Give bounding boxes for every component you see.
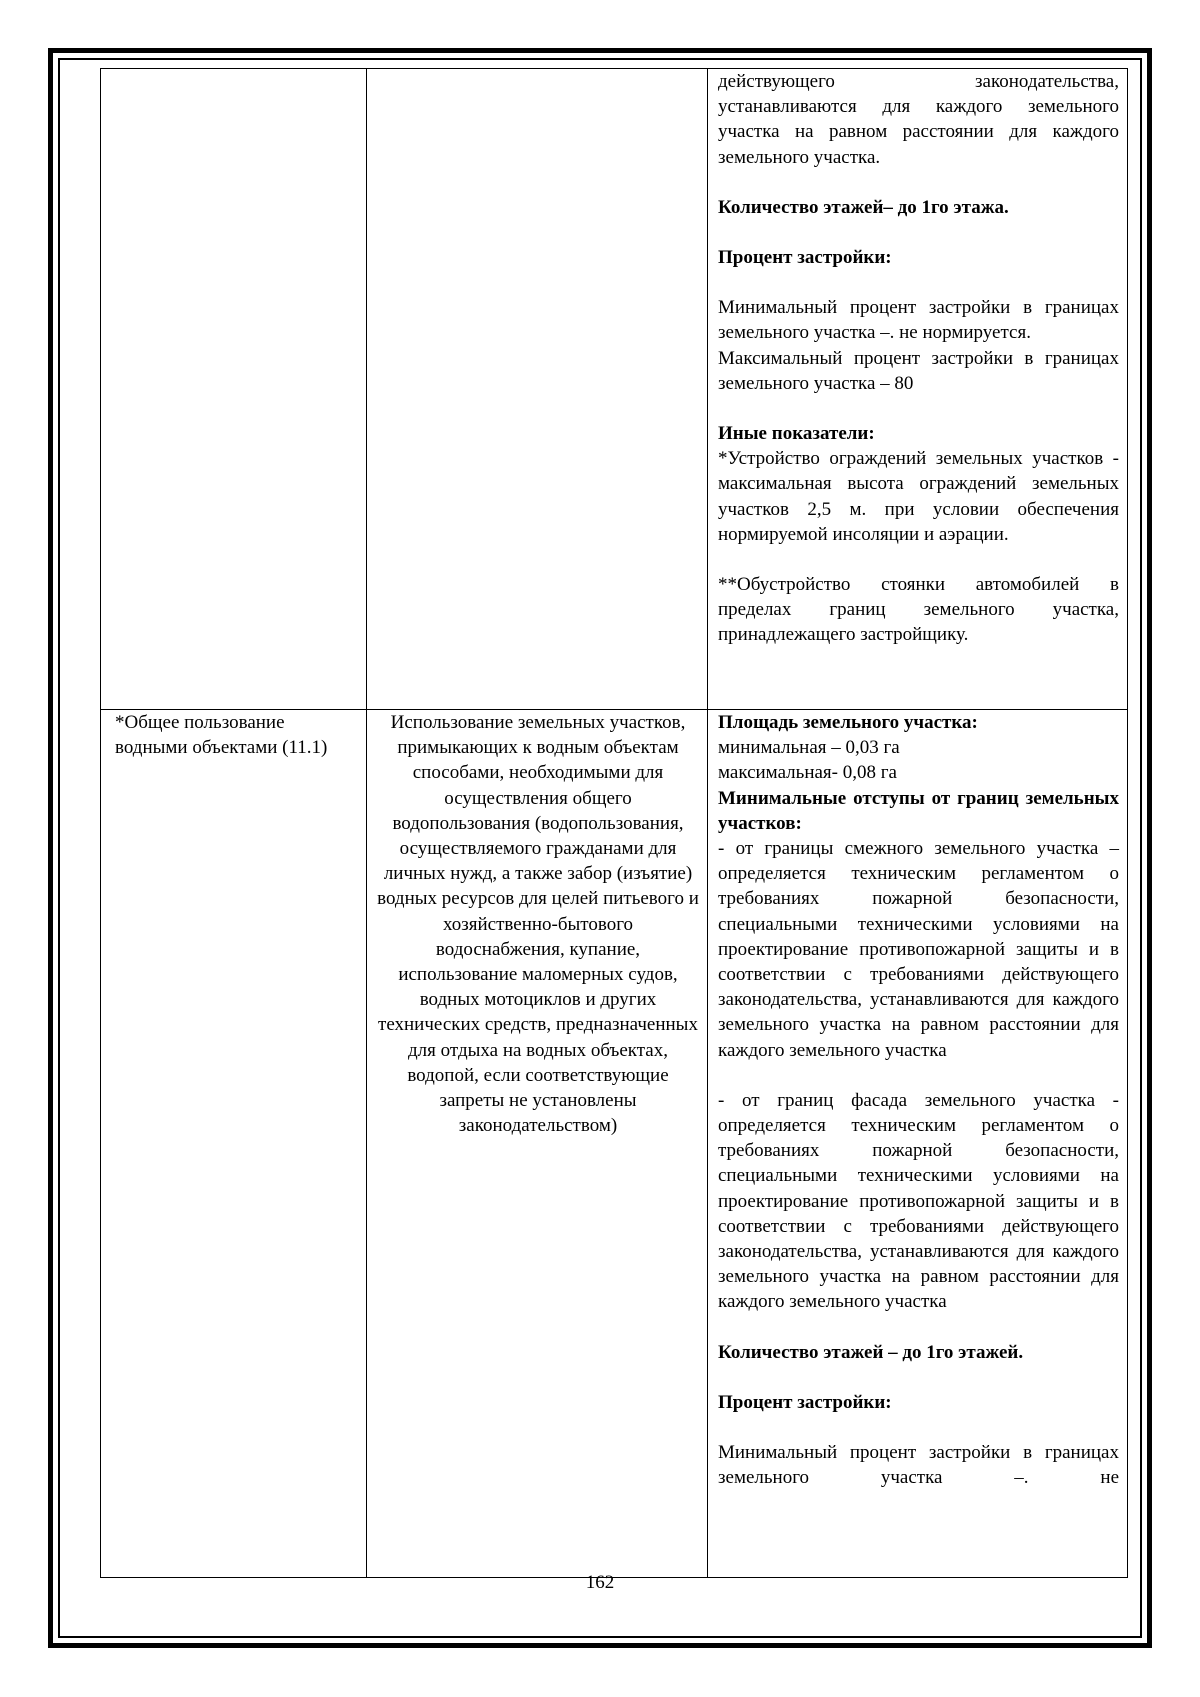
cell-use-description (367, 69, 708, 710)
paragraph-gap (718, 1365, 1119, 1390)
paragraph-gap (718, 396, 1119, 421)
use-description: Использование земельных участков, примыкающих к водным объектам способами, необходимыми для осуществления общего водопользования (водопользования, осуществляемого гражданами для личных нужд, а также забор (изъятие) водных ресурсов для целей питьевого и хозяйственно-бытового водоснабжения, купание, использование маломерных судов, водных мотоциклов и других технических средств, предназначенных для отдыха на водных объектах, водопой, если соответствующие запреты не установлены законодательством) (377, 712, 699, 1137)
cell-use-name (101, 710, 367, 1578)
paragraph: *Устройство ограждений земельных участков - максимальная высота ограждений земельных участков 2,5 м. при условии обеспечения нормируемой инсоляции и аэрации. (718, 448, 1119, 545)
table-row (101, 69, 1128, 710)
table-row (101, 710, 1128, 1578)
parameters-text (718, 710, 1119, 1490)
paragraph: Площадь земельного участка: (718, 712, 978, 733)
paragraph: Минимальный процент застройки в границах земельного участка –. не нормируется. (718, 297, 1119, 344)
cell-parameters (708, 69, 1128, 710)
paragraph: - от границы смежного земельного участка – определяется техническим регламентом о требованиях пожарной безопасности, специальными техническими условиями на проектирование противопожарной защиты и в соответствии с требованиями действующего законодательства, устанавливаются для каждого земельного участка на равном расстоянии для каждого земельного участка (718, 838, 1119, 1061)
paragraph-gap (718, 1315, 1119, 1340)
paragraph: Минимальные отступы от границ земельных участков: (718, 787, 1119, 834)
paragraph: действующего законодательства, (718, 71, 1119, 92)
paragraph: **Обустройство стоянки автомобилей в пределах границ земельного участка, принадлежащего застройщику. (718, 574, 1119, 646)
paragraph-gap (718, 270, 1119, 295)
cell-use-description (367, 710, 708, 1578)
paragraph: Иные показатели: (718, 423, 875, 445)
paragraph: Количество этажей– до 1го этажа. (718, 196, 1009, 218)
cell-use-name (101, 69, 367, 710)
paragraph-gap (718, 220, 1119, 245)
use-name: *Общее пользование водными объектами (11.1) (115, 712, 328, 759)
paragraph: Процент застройки: (718, 1391, 892, 1413)
page-number: 162 (585, 1572, 615, 1593)
paragraph-gap (718, 1415, 1119, 1440)
paragraph: минимальная – 0,03 га (718, 737, 900, 759)
zoning-table (100, 68, 1128, 1578)
paragraph-gap (718, 170, 1119, 195)
paragraph: устанавливаются для каждого земельного участка на равном расстоянии для каждого земельного участка. (718, 96, 1119, 168)
paragraph: Минимальный процент застройки в границах земельного участка –. не (718, 1442, 1119, 1489)
paragraph: - от границ фасада земельного участка - определяется техническим регламентом о требованиях пожарной безопасности, специальными техническими условиями на проектирование противопожарной защиты и в соответствии с требованиями действующего законодательства, устанавливаются для каждого земельного участка на равном расстоянии для каждого земельного участка (718, 1089, 1119, 1313)
paragraph-gap (718, 547, 1119, 572)
paragraph: максимальная- 0,08 га (718, 762, 897, 784)
paragraph-gap (718, 1063, 1119, 1088)
parameters-text (718, 69, 1119, 648)
paragraph: Процент застройки: (718, 247, 892, 269)
paragraph: Максимальный процент застройки в границах земельного участка – 80 (718, 347, 1119, 394)
paragraph: Количество этажей – до 1го этажей. (718, 1341, 1024, 1363)
cell-parameters (708, 710, 1128, 1578)
